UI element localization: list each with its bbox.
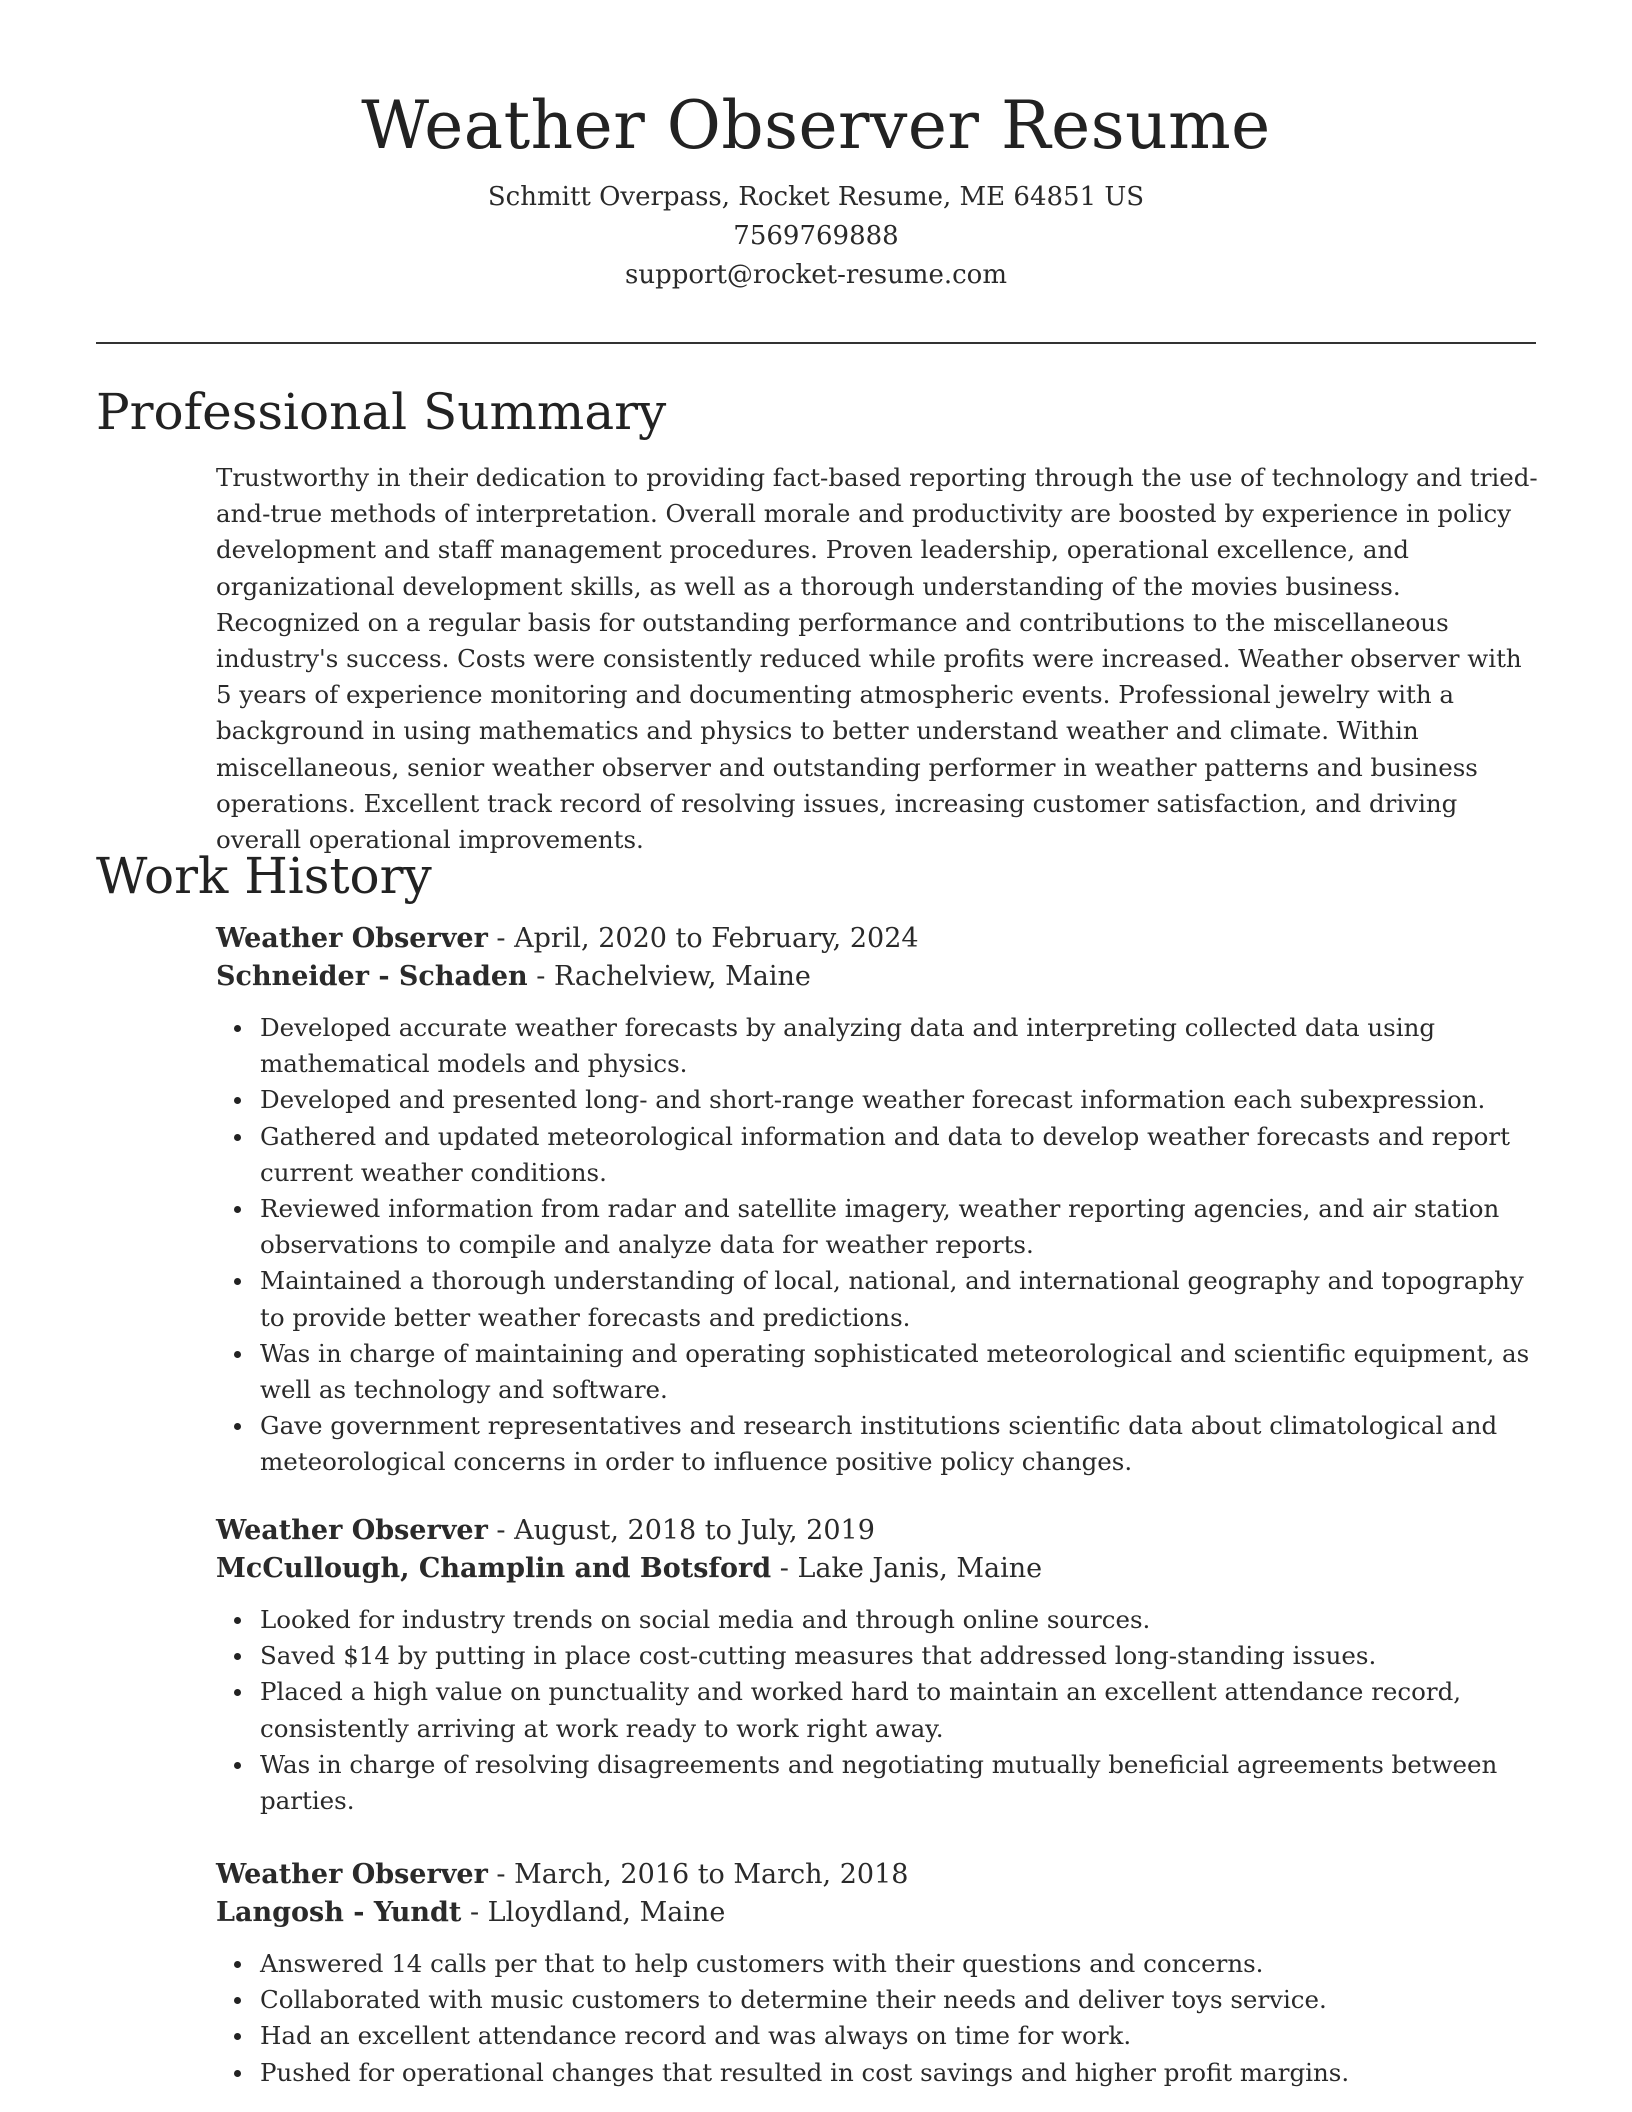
job-entry-2	[216, 1512, 1538, 1819]
summary-heading: Professional Summary	[96, 383, 667, 441]
list-item: Looked for industry trends on social media and through online sources.	[260, 1602, 1538, 1638]
header-divider	[96, 342, 1536, 344]
job-duties	[216, 1010, 1538, 1481]
job-duties	[216, 1602, 1538, 1819]
contact-address: Schmitt Overpass, Rocket Resume, ME 64851 US	[487, 182, 1145, 212]
resume-title: Weather Observer Resume	[361, 87, 1271, 164]
job-location: - Rachelview, Maine	[527, 961, 811, 992]
list-item: Developed and presented long- and short-range weather forecast information each subexpression.	[260, 1082, 1538, 1118]
job-dates: - March, 2016 to March, 2018	[487, 1859, 909, 1890]
list-item: Collaborated with music customers to determine their needs and deliver toys service.	[260, 1982, 1538, 2018]
job-title-line	[216, 1856, 1538, 1894]
list-item: Was in charge of maintaining and operating sophisticated meteorological and scientific equipment, as well as technology and software.	[260, 1336, 1538, 1408]
job-entry-1	[216, 920, 1538, 1481]
job-entry-3	[216, 1856, 1538, 2091]
list-item: Placed a high value on punctuality and worked hard to maintain an excellent attendance record, consistently arriving at work ready to work right away.	[260, 1674, 1538, 1746]
job-employer: Langosh - Yundt	[216, 1897, 462, 1928]
job-location: - Lloydland, Maine	[461, 1897, 726, 1928]
list-item: Reviewed information from radar and satellite imagery, weather reporting agencies, and air station observations to compile and analyze data for weather reports.	[260, 1191, 1538, 1263]
job-employer-line	[216, 1550, 1538, 1588]
job-title: Weather Observer	[216, 1859, 488, 1890]
contact-phone: 7569769888	[733, 221, 899, 251]
job-dates: - April, 2020 to February, 2024	[487, 923, 919, 954]
job-title-line	[216, 920, 1538, 958]
job-dates: - August, 2018 to July, 2019	[487, 1515, 875, 1546]
job-employer-line	[216, 958, 1538, 996]
job-title: Weather Observer	[216, 1515, 488, 1546]
list-item: Pushed for operational changes that resulted in cost savings and higher profit margins.	[260, 2055, 1538, 2091]
job-employer: Schneider - Schaden	[216, 961, 528, 992]
list-item: Was in charge of resolving disagreements and negotiating mutually beneficial agreements between parties.	[260, 1747, 1538, 1819]
list-item: Gave government representatives and research institutions scientific data about climatological and meteorological concerns in order to influence positive policy changes.	[260, 1408, 1538, 1480]
list-item: Answered 14 calls per that to help customers with their questions and concerns.	[260, 1946, 1538, 1982]
job-title: Weather Observer	[216, 923, 488, 954]
resume-header	[96, 80, 1536, 290]
list-item: Saved $14 by putting in place cost-cutting measures that addressed long-standing issues.	[260, 1638, 1538, 1674]
job-duties	[216, 1946, 1538, 2091]
contact-block	[96, 178, 1536, 295]
job-location: - Lake Janis, Maine	[771, 1553, 1043, 1584]
contact-email: support@rocket-resume.com	[624, 260, 1007, 290]
list-item: Developed accurate weather forecasts by analyzing data and interpreting collected data using mathematical models and physics.	[260, 1010, 1538, 1082]
list-item: Maintained a thorough understanding of local, national, and international geography and topography to provide better weather forecasts and predictions.	[260, 1263, 1538, 1335]
list-item: Had an excellent attendance record and was always on time for work.	[260, 2018, 1538, 2054]
job-employer: McCullough, Champlin and Botsford	[216, 1553, 772, 1584]
work-history-heading: Work History	[96, 847, 432, 905]
job-employer-line	[216, 1894, 1538, 1932]
job-title-line	[216, 1512, 1538, 1550]
summary-text: Trustworthy in their dedication to providing fact-based reporting through the use of technology and tried-and-true methods of interpretation. Overall morale and productivity are boosted by experience in policy development and staff management procedures. Proven leadership, operational excellence, and organizational development skills, as well as a thorough understanding of the movies business. Recognized on a regular basis for outstanding performance and contributions to the miscellaneous industry's success. Costs were consistently reduced while profits were increased. Weather observer with 5 years of experience monitoring and documenting atmospheric events. Professional jewelry with a background in using mathematics and physics to better understand weather and climate. Within miscellaneous, senior weather observer and outstanding performer in weather patterns and business operations. Excellent track record of resolving issues, increasing customer satisfaction, and driving overall operational improvements.	[216, 463, 1538, 855]
list-item: Gathered and updated meteorological information and data to develop weather forecasts and report current weather conditions.	[260, 1119, 1538, 1191]
